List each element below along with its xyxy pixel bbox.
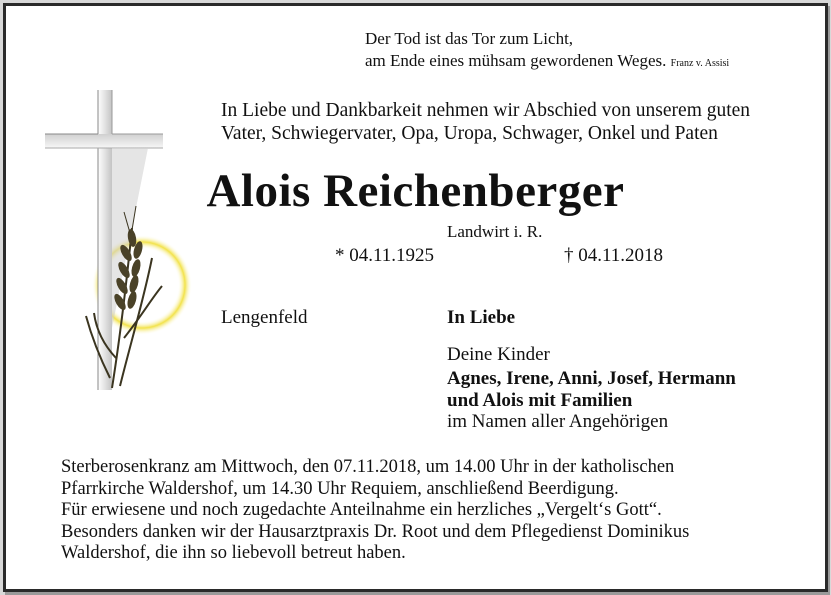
in-love-heading: In Liebe (447, 307, 516, 328)
kids-names (447, 368, 736, 412)
motto-line-2 (365, 50, 729, 75)
service-notice (61, 457, 689, 565)
motto (365, 28, 729, 75)
kids-line-2: und Alois mit Familien (447, 390, 633, 411)
deceased-name: Alois Reichenberger (206, 165, 625, 217)
birth-date: * 04.11.1925 (335, 245, 435, 266)
notice-line-1: Sterberosenkranz am Mittwoch, den 07.11.2018, um 14.00 Uhr in der katholischen (61, 457, 675, 477)
notice-line-4: Besonders danken wir der Hausarztpraxis Dr. Root und dem Pflegedienst Dominikus (61, 521, 690, 542)
intro-line-1: In Liebe und Dankbarkeit nehmen wir Abschied von unserem guten (221, 100, 751, 121)
kids-label: Deine Kinder (447, 344, 550, 365)
notice-line-2: Pfarrkirche Waldershof, um 14.30 Uhr Requiem, anschließend Beerdigung. (61, 478, 619, 499)
motto-attribution: Franz v. Assisi (670, 58, 730, 69)
motto-line-1: Der Tod ist das Tor zum Licht, (365, 29, 574, 48)
deceased-profession: Landwirt i. R. (447, 222, 543, 241)
motto-line-2-text: am Ende eines mühsam gewordenen Weges. (365, 51, 667, 70)
cross-horizontal-beam (45, 134, 163, 148)
kids-line-1: Agnes, Irene, Anni, Josef, Hermann (447, 368, 736, 389)
notice-line-5: Waldershof, die ihn so liebevoll betreut haben. (61, 543, 406, 563)
intro-text (221, 99, 750, 145)
death-date: † 04.11.2018 (564, 245, 664, 266)
relatives-line: im Namen aller Angehörigen (447, 411, 669, 432)
notice-line-3: Für erwiesene und noch zugedachte Anteilnahme ein herzliches „Vergelt‘s Gott“. (61, 500, 662, 520)
place-name: Lengenfeld (221, 307, 308, 328)
intro-line-2: Vater, Schwiegervater, Opa, Uropa, Schwager, Onkel und Paten (221, 123, 718, 144)
cross-wheat-illustration (40, 88, 200, 393)
